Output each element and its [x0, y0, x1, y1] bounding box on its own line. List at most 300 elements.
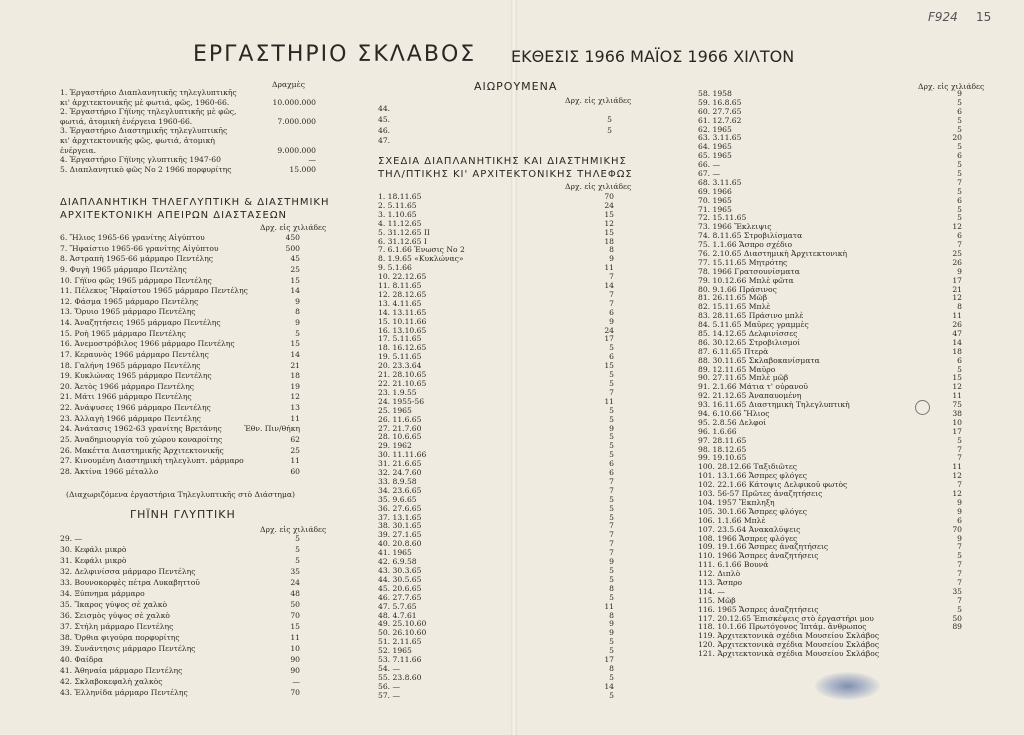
- drawing-item-value: 5: [957, 169, 962, 178]
- drawing-item-value: 17: [604, 655, 614, 665]
- sculpture-item-text: 30. Κεφάλι μικρὸ: [60, 544, 127, 554]
- drawing-item-text: 53. 7.11.66: [378, 655, 422, 665]
- drawing-item-value: 47: [952, 329, 962, 339]
- drawing-item-value: 89: [952, 622, 962, 632]
- catalogue-item-value: 45: [290, 254, 300, 264]
- drawing-item-value: 11: [604, 601, 614, 611]
- drawing-item-text: 63. 3.11.65: [698, 133, 742, 143]
- column-header: Δρχ. εἰς χιλιάδες: [565, 182, 632, 191]
- sculpture-item-value: 10: [290, 643, 300, 653]
- intro-item-text: 2. Ἐργαστήριο Γήϊνης τηλεγλυπτικῆς μὲ φῶς,: [60, 107, 237, 117]
- drawing-item-value: 7: [609, 272, 614, 282]
- floating-item-value: 5: [607, 125, 612, 135]
- drawing-item-text: 102. 22.1.66 Κάτοψις Δελφικοῦ φωτὸς: [698, 480, 848, 490]
- drawing-item-value: 7: [609, 539, 614, 549]
- drawing-item-text: 27. 21.7.60: [378, 423, 422, 433]
- drawing-item-text: 3. 1.10.65: [378, 209, 417, 219]
- section-heading-line1: ΔΙΑΠΛΑΝΗΤΙΚΗ ΤΗΛΕΓΛΥΠΤΙΚΗ & ΔΙΑΣΤΗΜΙΚΗ: [60, 197, 330, 208]
- sculpture-item-value: 5: [295, 555, 300, 565]
- drawing-item-value: 12: [952, 471, 962, 481]
- drawing-item-text: 13. 4.11.65: [378, 298, 422, 308]
- drawing-item-value: 9: [609, 254, 614, 264]
- drawing-item-text: 120. Ἀρχιτεκτονικὰ σχέδια Μουσείου Σκλάβος: [698, 640, 880, 650]
- sculpture-item-value: 35: [290, 566, 300, 576]
- drawing-item-value: 9: [609, 316, 614, 326]
- intro-item-text: κι' ἀρχιτεκτονικῆς μὲ φωτιά, φῶς, 1960-66.: [60, 97, 230, 107]
- drawing-item-text: 74. 8.11.65 Στροβιλίσματα: [698, 231, 803, 241]
- drawing-item-text: 4. 11.12.65: [378, 218, 422, 228]
- drawing-item-text: 29. 1962: [378, 441, 412, 451]
- drawing-item-text: 72. 15.11.65: [698, 213, 747, 223]
- drawing-item-value: 7: [957, 542, 962, 552]
- drawing-item-text: 40. 20.8.60: [378, 539, 422, 549]
- drawing-item-value: 5: [609, 450, 614, 460]
- drawing-item-text: 64. 1965: [698, 142, 732, 152]
- drawing-item-value: 26: [952, 257, 962, 267]
- drawing-item-value: 9: [609, 423, 614, 433]
- drawing-item-text: 2. 5.11.65: [378, 200, 417, 210]
- drawing-item-value: 15: [604, 209, 614, 219]
- drawing-item-value: 15: [604, 361, 614, 371]
- drawing-item-text: 26. 11.6.65: [378, 414, 422, 424]
- drawing-item-value: 24: [604, 325, 614, 335]
- drawing-item-value: 8: [957, 302, 962, 312]
- catalogue-item-value: 60: [290, 466, 300, 476]
- drawing-item-value: 14: [604, 281, 614, 291]
- drawing-item-text: 70. 1965: [698, 195, 732, 205]
- catalogue-item-value: 21: [290, 360, 300, 370]
- drawing-item-value: 25: [952, 249, 962, 259]
- paper-fold: [511, 0, 517, 735]
- drawing-item-value: 24: [604, 200, 614, 210]
- drawing-item-value: 14: [952, 337, 962, 347]
- drawing-item-text: 69. 1966: [698, 186, 732, 196]
- drawing-item-value: 6: [957, 515, 962, 525]
- sculpture-item-text: 39. Συνάντησις μάρμαρο Πεντέλης: [60, 643, 196, 653]
- column-header: Δρχ. εἰς χιλιάδες: [565, 96, 632, 105]
- drawing-item-value: 9: [957, 89, 962, 98]
- drawing-item-value: 18: [604, 236, 614, 246]
- drawing-item-text: 114. —: [698, 586, 725, 596]
- drawing-item-value: 12: [604, 218, 614, 228]
- drawing-item-text: 84. 5.11.65 Μαῦρες γραμμὲς: [698, 320, 809, 330]
- drawing-item-text: 111. 6.1.66 Βουνά: [698, 560, 769, 570]
- drawing-item-value: 11: [604, 396, 614, 406]
- drawing-item-value: 8: [609, 663, 614, 673]
- page-title: ΕΡΓΑΣΤΗΡΙΟ ΣΚΛΑΒΟΣ: [193, 42, 477, 67]
- catalogue-item-text: 28. Ἀκτίνα 1966 μέταλλο: [60, 466, 159, 476]
- section-heading-line1: ΣΧΕΔΙΑ ΔΙΑΠΛΑΝΗΤΙΚΗΣ ΚΑΙ ΔΙΑΣΤΗΜΙΚΗΣ: [378, 156, 627, 167]
- drawing-item-value: 7: [609, 387, 614, 397]
- drawing-item-value: 17: [604, 334, 614, 344]
- drawing-item-value: 70: [952, 524, 962, 534]
- drawing-item-text: 20. 23.3.64: [378, 361, 422, 371]
- catalogue-item-text: 19. Κυκλώνας 1965 μάρμαρο Πεντέλης: [60, 371, 212, 381]
- catalogue-item-text: 24. Ἀνάτασις 1962-63 γρανίτης Βρετάνης: [60, 424, 222, 434]
- catalogue-item-value: 25: [290, 445, 300, 455]
- drawing-item-value: 7: [957, 177, 962, 187]
- drawing-item-value: 15: [952, 373, 962, 383]
- drawing-item-text: 87. 6.11.65 Πτερὰ: [698, 346, 769, 356]
- sculpture-item-text: 38. Ὄρθια φιγούρα πορφυρίτης: [60, 632, 180, 642]
- drawing-item-text: 17. 5.11.65: [378, 334, 422, 344]
- catalogue-item-value: 13: [290, 403, 300, 413]
- sculpture-item-value: 90: [290, 665, 300, 675]
- catalogue-item-text: 6. Ἥλιος 1965-66 γρανίτης Αἰγύπτου: [60, 233, 205, 242]
- drawing-item-value: 5: [957, 186, 962, 196]
- drawing-item-value: 9: [609, 557, 614, 567]
- drawing-item-value: 6: [957, 195, 962, 205]
- drawing-item-text: 92. 21.12.65 Ἀναπαυομένη: [698, 391, 802, 401]
- drawing-item-value: 9: [957, 497, 962, 507]
- drawing-item-value: 6: [609, 459, 614, 469]
- drawing-item-text: 116. 1965 Ἄσπρες ἀναζητήσεις: [698, 604, 819, 614]
- catalogue-item-value: 11: [290, 456, 300, 466]
- drawing-item-text: 37. 13.1.65: [378, 512, 422, 522]
- drawing-item-text: 21. 28.10.65: [378, 370, 427, 380]
- drawing-item-text: 1. 18.11.65: [378, 192, 422, 201]
- drawing-item-text: 22. 21.10.65: [378, 379, 427, 388]
- drawing-item-value: 9: [609, 619, 614, 629]
- catalogue-item-value: 15: [290, 275, 300, 285]
- drawing-item-text: 109. 19.1.66 Ἄσπρες ἀναζητήσεις: [698, 542, 829, 552]
- drawing-item-text: 32. 24.7.60: [378, 468, 422, 478]
- drawing-item-text: 65. 1965: [698, 151, 732, 161]
- drawing-item-text: 19. 5.11.65: [378, 352, 422, 362]
- drawing-item-text: 36. 27.6.65: [378, 503, 422, 513]
- drawing-item-text: 79. 10.12.66 Μπλὲ φῶτα: [698, 275, 794, 285]
- drawing-item-text: 104. 1957 Ἔκπληξη: [698, 497, 775, 507]
- drawing-item-value: 9: [957, 266, 962, 276]
- drawing-item-text: 75. 1.1.66 Ἄσπρο σχέδιο: [698, 240, 793, 250]
- drawing-item-text: 47. 5.7.65: [378, 601, 417, 611]
- drawing-item-value: 38: [952, 409, 962, 419]
- drawing-item-value: 7: [609, 298, 614, 308]
- drawing-item-value: 70: [604, 192, 614, 201]
- drawing-item-text: 97. 28.11.65: [698, 435, 747, 445]
- sculpture-item-text: 36. Σεισμὸς γύψος σὲ χαλκὸ: [60, 610, 171, 620]
- catalogue-item-text: 9. Φυγὴ 1965 μάρμαρο Πεντέλης: [60, 264, 187, 274]
- drawing-item-text: 16. 13.10.65: [378, 325, 427, 335]
- drawing-item-value: 5: [957, 204, 962, 214]
- drawing-item-value: 6: [609, 307, 614, 317]
- drawing-item-text: 99. 19.10.65: [698, 453, 747, 463]
- drawing-item-value: 7: [609, 289, 614, 299]
- drawing-item-value: 14: [604, 681, 614, 691]
- sculpture-item-value: 24: [290, 577, 300, 587]
- catalogue-item-text: 23. Ἀλλαγὴ 1966 μάρμαρο Πεντέλης: [60, 413, 201, 423]
- catalogue-item-text: 17. Κεραυνὸς 1966 μάρμαρο Πεντέλης: [60, 349, 209, 359]
- intro-item-value: 9.000.000: [277, 145, 316, 155]
- drawing-item-text: 43. 30.3.65: [378, 566, 422, 575]
- drawing-item-text: 90. 27.11.65 Μπλὲ μῶβ: [698, 373, 789, 383]
- drawing-item-text: 54. —: [378, 663, 401, 673]
- catalogue-item-value: 5: [295, 328, 300, 338]
- drawing-item-value: 5: [957, 124, 962, 134]
- drawing-item-value: 7: [957, 444, 962, 454]
- catalogue-item-text: 27. Κινουμένη Διαστημικὴ τηλεγλυπτ. μάρμαρο: [60, 456, 244, 466]
- drawing-item-value: 5: [957, 604, 962, 614]
- drawing-item-text: 14. 13.11.65: [378, 307, 427, 317]
- drawing-item-text: 93. 16.11.65 Διαστημικὴ Τηλεγλυπτικὴ: [698, 400, 850, 410]
- drawing-item-value: 7: [957, 569, 962, 579]
- drawing-item-value: 9: [957, 533, 962, 543]
- drawing-item-text: 34. 23.6.65: [378, 485, 422, 495]
- drawing-item-text: 67. —: [698, 169, 721, 178]
- drawing-item-value: 5: [609, 592, 614, 602]
- drawing-item-value: 7: [957, 560, 962, 570]
- drawing-item-text: 83. 28.11.65 Πράσινο μπλὲ: [698, 311, 804, 321]
- catalogue-item-value: 8: [295, 307, 300, 317]
- sculpture-item-value: 11: [290, 632, 300, 642]
- catalogue-item-text: 21. Μάτι 1966 μάρμαρο Πεντέλης: [60, 392, 192, 402]
- intro-item-value: 7.000.000: [277, 116, 316, 126]
- sculpture-item-text: 34. Ξύπνημα μάρμαρο: [60, 588, 145, 598]
- drawing-item-text: 106. 1.1.66 Μπλὲ: [698, 515, 766, 525]
- catalogue-item-value: Ἐθν. Πιν/θήκη: [244, 424, 300, 434]
- drawing-item-text: 52. 1965: [378, 646, 412, 656]
- drawing-item-text: 28. 10.6.65: [378, 432, 422, 442]
- sculpture-item-text: 33. Βουνοκορφὲς πέτρα Λυκαβηττοῦ: [60, 577, 200, 587]
- page-subtitle: ΕΚΘΕΣΙΣ 1966 ΜΑΪΟΣ 1966 ΧΙΛΤΟΝ: [511, 47, 795, 66]
- drawing-item-value: 5: [957, 115, 962, 125]
- catalogue-item-text: 7. Ἥφαίστιο 1965-66 γρανίτης Αἰγύπτου: [60, 243, 219, 253]
- sculpture-item-value: 48: [290, 588, 300, 598]
- drawing-item-value: 5: [957, 142, 962, 152]
- drawing-item-value: 7: [609, 521, 614, 531]
- drawing-item-text: 10. 22.12.65: [378, 272, 427, 282]
- drawing-item-value: 8: [609, 610, 614, 620]
- floating-item-text: 45.: [378, 114, 391, 124]
- column-header: Δρχ. εἰς χιλιάδες: [260, 525, 327, 534]
- drawing-item-text: 50. 26.10.60: [378, 628, 427, 638]
- drawing-item-value: 7: [609, 485, 614, 495]
- drawing-item-text: 101. 13.1.66 Ἄσπρες φλόγες: [698, 471, 807, 481]
- drawing-item-value: 5: [957, 551, 962, 561]
- drawing-item-text: 25. 1965: [378, 405, 412, 415]
- drawing-item-value: 17: [952, 275, 962, 285]
- section-heading-line2: ΤΗΛ/ΠΤΙΚΗΣ ΚΙ' ΑΡΧΙΤΕΚΤΟΝΙΚΗΣ ΤΗΛΕΦΩΣ: [378, 169, 633, 180]
- column-header: Δρχ. εἰς χιλιάδες: [918, 82, 985, 91]
- catalogue-item-value: 19: [290, 381, 300, 391]
- drawing-item-text: 51. 2.11.65: [378, 637, 422, 647]
- drawing-item-text: 44. 30.5.65: [378, 574, 422, 584]
- drawing-item-value: 7: [957, 453, 962, 463]
- floating-item-value: 5: [607, 114, 612, 124]
- floating-item-text: 44.: [378, 104, 391, 113]
- drawing-item-value: 9: [957, 506, 962, 516]
- drawing-item-value: 20: [952, 133, 962, 143]
- drawing-item-text: 6. 31.12.65 I: [378, 236, 427, 246]
- drawing-item-value: 11: [952, 311, 962, 321]
- drawing-item-value: 26: [952, 320, 962, 330]
- catalogue-item-text: 12. Φάσμα 1965 μάρμαρο Πεντέλης: [60, 296, 199, 306]
- drawing-item-value: 5: [609, 343, 614, 353]
- floating-item-text: 47.: [378, 136, 391, 146]
- sculpture-item-value: 5: [295, 534, 300, 543]
- drawing-item-text: 48. 4.7.61: [378, 610, 417, 620]
- drawing-item-text: 86. 30.12.65 Στροβιλισμοί: [698, 337, 801, 347]
- drawing-item-text: 11. 8.11.65: [378, 281, 422, 291]
- intro-item-text: 5. Διαπλανητικὸ φῶς Νο 2 1966 πορφυρίτης: [60, 164, 232, 174]
- drawing-item-text: 80. 9.1.66 Πράσινος: [698, 284, 777, 294]
- drawing-item-text: 121. Ἀρχιτεκτονικὰ σχέδια Μουσείου Σκλάβος: [698, 649, 880, 659]
- drawing-item-text: 77. 15.11.65 Μητρότης: [698, 257, 788, 267]
- sculpture-item-value: 5: [295, 544, 300, 554]
- drawing-item-value: 5: [609, 637, 614, 647]
- sculpture-item-text: 35. Ἴκαρος γύψος σὲ χαλκὸ: [60, 599, 168, 609]
- intro-item-text: 1. Ἐργαστήριο Διαπλανητικῆς τηλεγλυπτικῆς: [60, 88, 237, 97]
- drawing-item-value: 15: [604, 227, 614, 237]
- catalogue-item-value: 11: [290, 413, 300, 423]
- drawing-item-value: 5: [957, 435, 962, 445]
- catalogue-item-text: 22. Ἀνάψυσες 1966 μάρμαρο Πεντέλης: [60, 403, 211, 413]
- intro-item-text: 3. Ἐργαστήριο Διαστημικῆς τηλεγλυπτικῆς: [60, 126, 228, 136]
- drawing-item-value: 9: [609, 628, 614, 638]
- drawing-item-value: 5: [609, 646, 614, 656]
- intro-item-text: 4. Ἐργαστήριο Γήϊνης γλυπτικῆς 1947-60: [60, 155, 221, 165]
- catalogue-item-value: 62: [290, 434, 300, 444]
- catalogue-item-value: 14: [290, 286, 300, 296]
- section-heading: ΑΙΩΡΟΥΜΕΝΑ: [474, 80, 558, 93]
- drawing-item-text: 45. 20.6.65: [378, 583, 422, 593]
- catalogue-item-text: 13. Ὅρυιο 1965 μάρμαρο Πεντέλης: [60, 307, 196, 317]
- drawing-item-text: 108. 1966 Ἄσπρες φλόγες: [698, 533, 798, 543]
- drawing-item-text: 107. 23.5.64 Ἀνακαλύψεις: [698, 524, 801, 534]
- drawing-item-text: 78. 1966 Γρατσουνίσματα: [698, 266, 800, 276]
- drawing-item-text: 61. 12.7.62: [698, 115, 742, 125]
- sculpture-item-text: 41. Ἀθηναία μάρμαρο Πεντέλης: [60, 665, 183, 675]
- drawing-item-text: 71. 1965: [698, 204, 732, 214]
- drawing-item-value: 6: [957, 106, 962, 116]
- drawing-item-text: 115. Μῶβ: [698, 595, 736, 605]
- drawing-item-text: 60. 27.7.65: [698, 106, 742, 116]
- drawing-item-text: 15. 10.11.66: [378, 316, 427, 326]
- drawing-item-text: 33. 8.9.58: [378, 476, 417, 486]
- drawing-item-value: 5: [957, 160, 962, 170]
- catalogue-item-text: 14. Ἀναζητήσεις 1965 μάρμαρο Πεντέλης: [60, 318, 221, 328]
- drawing-item-value: 12: [952, 222, 962, 232]
- drawing-item-text: 9. 5.1.66: [378, 263, 412, 273]
- drawing-item-text: 81. 26.11.65 Μῶβ: [698, 293, 768, 303]
- drawing-item-text: 12. 28.12.65: [378, 289, 427, 299]
- catalogue-item-text: 15. Ροὴ 1965 μάρμαρο Πεντέλης: [60, 328, 186, 338]
- price-header: Δραχμὲς: [272, 80, 305, 89]
- drawing-item-value: 12: [952, 382, 962, 392]
- drawing-item-text: 82. 15.11.65 Μπλὲ: [698, 302, 771, 312]
- drawing-item-value: 7: [609, 530, 614, 540]
- catalogue-item-value: 500: [285, 243, 300, 253]
- drawing-item-value: 7: [957, 595, 962, 605]
- drawing-item-value: 5: [957, 97, 962, 107]
- drawing-item-value: 11: [604, 263, 614, 273]
- drawing-item-value: 50: [952, 613, 962, 623]
- drawing-item-value: 7: [957, 577, 962, 587]
- drawing-item-value: 21: [952, 284, 962, 294]
- drawing-item-text: 89. 12.11.65 Μαῦρο: [698, 364, 776, 374]
- drawing-item-value: 6: [609, 352, 614, 362]
- drawing-item-value: 10: [952, 417, 962, 427]
- group-note: (Διαχωριζόμενα ἐργαστήρια Τηλεγλυπτικῆς στὸ Διάστημα): [66, 490, 296, 499]
- catalogue-item-text: 26. Μακέττα Διαστημικῆς Ἀρχιτεκτονικῆς: [60, 445, 224, 455]
- catalogue-item-value: 15: [290, 339, 300, 349]
- catalogue-item-text: 8. Ἀστραπὴ 1965-66 μάρμαρο Πεντέλης: [60, 254, 214, 264]
- drawing-item-text: 46. 27.7.65: [378, 592, 422, 602]
- drawing-item-text: 31. 21.6.65: [378, 459, 422, 469]
- drawing-item-text: 118. 10.1.66 Πρωτόγονος Ἰπτάμ. ἄνθρωπος: [698, 622, 867, 632]
- drawing-item-value: 5: [609, 379, 614, 388]
- drawing-item-value: 17: [952, 426, 962, 436]
- drawing-item-text: 35. 9.6.65: [378, 494, 417, 504]
- sculpture-item-value: 70: [290, 687, 300, 697]
- sculpture-item-value: 15: [290, 621, 300, 631]
- drawing-item-value: 5: [609, 574, 614, 584]
- drawing-item-value: 5: [609, 414, 614, 424]
- drawing-item-text: 55. 23.8.60: [378, 672, 422, 682]
- drawing-item-value: 18: [952, 346, 962, 356]
- catalogue-item-text: 20. Ἀετὸς 1966 μάρμαρο Πεντέλης: [60, 381, 195, 391]
- drawing-item-text: 30. 11.11.66: [378, 450, 427, 460]
- catalogue-item-value: 14: [290, 349, 300, 359]
- drawing-item-text: 91. 2.1.66 Μάτια τ' οὐρανοῦ: [698, 382, 808, 392]
- drawing-item-value: 6: [957, 151, 962, 161]
- catalogue-item-text: 16. Ἀνεμοστρόβιλος 1966 μάρμαρο Πεντέλης: [60, 339, 235, 349]
- drawing-item-value: 5: [609, 494, 614, 504]
- drawing-item-value: 35: [952, 586, 962, 596]
- sculpture-item-text: 37. Στήλη μάρμαρο Πεντέλης: [60, 621, 174, 631]
- catalogue-item-value: 450: [285, 233, 300, 242]
- drawing-item-text: 112. Διπλὸ: [698, 569, 741, 579]
- intro-item-value: —: [308, 155, 316, 165]
- drawing-item-text: 88. 30.11.65 Σκλαβοκανίσματα: [698, 355, 820, 365]
- drawing-item-value: 75: [952, 400, 962, 410]
- drawing-item-value: 11: [952, 391, 962, 401]
- drawing-item-value: 12: [952, 293, 962, 303]
- drawing-item-value: 7: [609, 476, 614, 486]
- catalogue-item-value: 12: [290, 392, 300, 402]
- drawing-item-value: 11: [952, 462, 962, 472]
- drawing-item-text: 56. —: [378, 681, 401, 691]
- sculpture-item-value: 70: [290, 610, 300, 620]
- drawing-item-value: 5: [609, 566, 614, 575]
- drawing-item-value: 5: [609, 441, 614, 451]
- drawing-item-value: 5: [609, 503, 614, 513]
- drawing-item-text: 113. Ἄσπρο: [698, 577, 743, 587]
- drawing-item-text: 58. 1958: [698, 89, 732, 98]
- sculpture-item-text: 31. Κεφάλι μικρὸ: [60, 555, 127, 565]
- drawing-item-text: 18. 16.12.65: [378, 343, 427, 353]
- sculpture-item-text: 42. Σκλαβοκεφαλὴ χαλκὸς: [60, 676, 163, 686]
- drawing-item-value: 6: [609, 468, 614, 478]
- drawing-item-text: 117. 20.12.65 Ἐπισκέψεις στὸ ἐργαστήρι μου: [698, 613, 874, 623]
- drawing-item-text: 42. 6.9.58: [378, 557, 417, 567]
- catalogue-item-value: 9: [295, 296, 300, 306]
- drawing-item-text: 85. 14.12.65 Δελφινίσσες: [698, 329, 798, 339]
- drawing-item-text: 7. 6.1.66 Ἐνωσις Νο 2: [378, 245, 465, 255]
- sculpture-item-value: —: [292, 676, 300, 686]
- drawing-item-value: 5: [609, 432, 614, 442]
- drawing-item-text: 76. 2.10.65 Διαστημικὴ Ἀρχιτεκτονικὴ: [698, 249, 848, 259]
- drawing-item-text: 73. 1966 Ἔκλειψις: [698, 222, 772, 232]
- drawing-item-text: 38. 30.1.65: [378, 521, 422, 531]
- handwritten-number: 15: [976, 10, 992, 24]
- drawing-item-value: 8: [609, 245, 614, 255]
- drawing-item-value: 5: [609, 512, 614, 522]
- drawing-item-value: 7: [957, 480, 962, 490]
- drawing-item-text: 100. 28.12.66 Ταξιδιῶτες: [698, 462, 798, 472]
- catalogue-item-value: 18: [290, 371, 300, 381]
- drawing-item-text: 105. 30.1.66 Ἄσπρες φλόγες: [698, 506, 807, 516]
